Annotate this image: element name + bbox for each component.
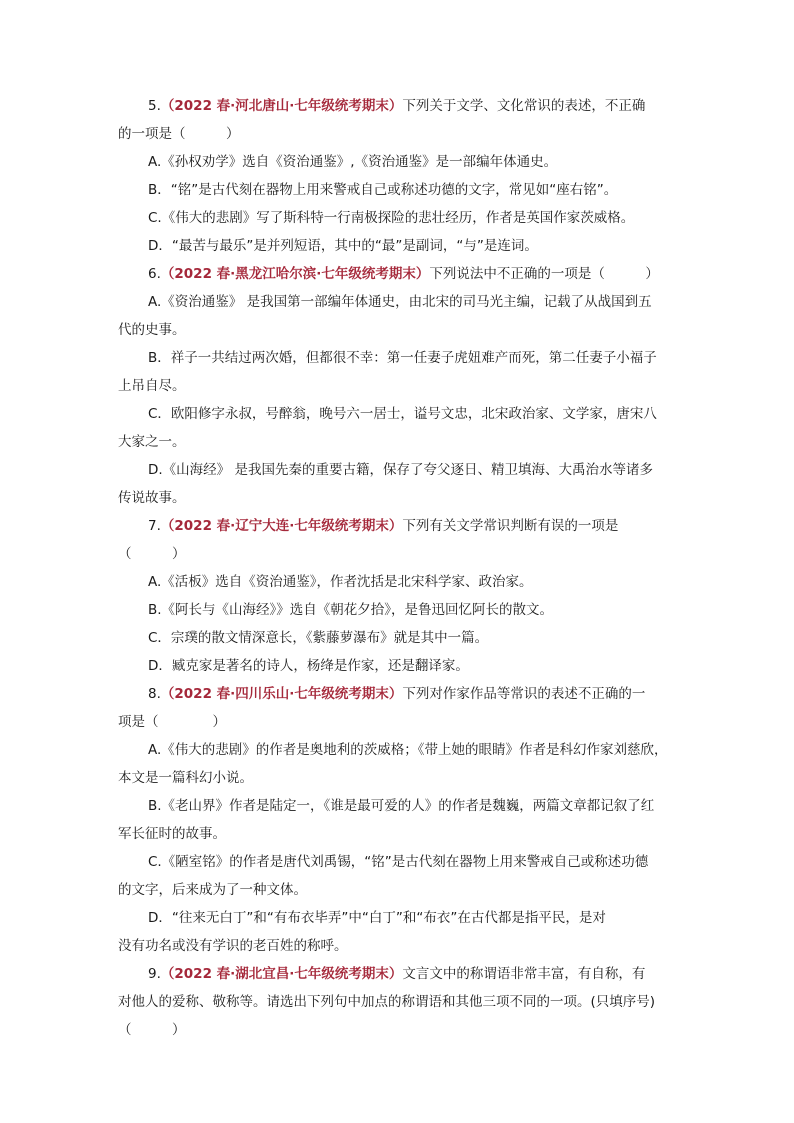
answer-option-line: 本文是一篇科幻小说。 xyxy=(118,770,253,786)
answer-option xyxy=(118,568,678,596)
question-number: 6. xyxy=(148,266,161,282)
question-stem-text: 下列有关文学常识判断有误的一项是 xyxy=(402,518,619,534)
question-source: （2022 春·河北唐山·七年级统考期末） xyxy=(160,98,403,114)
question-stem-line xyxy=(118,1016,678,1044)
question-stem-line xyxy=(118,960,678,988)
question-stem-text: 对他人的爱称、敬称等。请选出下列句中加点的称谓语和其他三项不同的一项。(只填序号) xyxy=(118,994,656,1010)
answer-option-line: C.《陋室铭》的作者是唐代刘禹锡，“铭”是古代刻在器物上用来警戒自己或称述功德 xyxy=(148,854,649,870)
question-source: （2022 春·辽宁大连·七年级统考期末） xyxy=(160,518,403,534)
question-stem-line xyxy=(118,988,678,1016)
answer-option xyxy=(118,624,678,652)
question-stem-line xyxy=(118,540,678,568)
question-number: 8. xyxy=(148,686,161,702)
answer-option xyxy=(118,232,678,260)
question-9 xyxy=(118,960,678,1044)
answer-option xyxy=(118,792,678,848)
answer-option-line: 传说故事。 xyxy=(118,490,186,506)
answer-option-line: B．“铭”是古代刻在器物上用来警戒自己或称述功德的文字，常见如“座右铭”。 xyxy=(148,182,618,198)
answer-option-line: B.《阿长与《山海经》》选自《朝花夕拾》，是鲁迅回忆阿长的散文。 xyxy=(148,602,554,618)
answer-option-line: C.《伟大的悲剧》写了斯科特一行南极探险的悲壮经历，作者是英国作家茨威格。 xyxy=(148,210,635,226)
question-number: 7. xyxy=(148,518,161,534)
answer-option xyxy=(118,904,678,960)
answer-option-line: A.《资治通鉴》 是我国第一部编年体通史，由北宋的司马光主编，记载了从战国到五 xyxy=(148,294,652,310)
answer-option-line: D．“最苦与最乐”是并列短语，其中的“最”是副词，“与”是连词。 xyxy=(148,238,538,254)
answer-option-line: A.《孙权劝学》选自《资治通鉴》,《资治通鉴》是一部编年体通史。 xyxy=(148,154,558,170)
answer-option xyxy=(118,596,678,624)
question-stem-line xyxy=(118,120,678,148)
answer-option-line: C．宗璞的散文情深意长，《紫藤萝瀑布》就是其中一篇。 xyxy=(148,630,489,646)
question-stem-text: 项是（ ） xyxy=(118,714,226,730)
answer-option xyxy=(118,148,678,176)
question-stem-text: 下列对作家作品等常识的表述不正确的一 xyxy=(402,686,646,702)
answer-option-line: D.《山海经》 是我国先秦的重要古籍，保存了夸父逐日、精卫填海、大禹治水等诸多 xyxy=(148,462,653,478)
question-number: 9. xyxy=(148,966,161,982)
answer-option xyxy=(118,400,678,456)
question-stem-line xyxy=(118,512,678,540)
answer-option-line: A.《活板》选自《资治通鉴》，作者沈括是北宋科学家、政治家。 xyxy=(148,574,533,590)
question-stem-text: 的一项是（ ） xyxy=(118,126,240,142)
answer-option-line: 大家之一。 xyxy=(118,434,186,450)
question-stem-line xyxy=(118,92,678,120)
answer-option-line: 代的史事。 xyxy=(118,322,186,338)
answer-option xyxy=(118,344,678,400)
answer-option-line: 没有功名或没有学识的老百姓的称呼。 xyxy=(118,938,348,954)
answer-option-line: 军长征时的故事。 xyxy=(118,826,226,842)
answer-option-line: C．欧阳修字永叔，号醉翁，晚号六一居士，谥号文忠，北宋政治家、文学家，唐宋八 xyxy=(148,406,657,422)
question-source: （2022 春·湖北宜昌·七年级统考期末） xyxy=(160,966,403,982)
question-stem-line xyxy=(118,260,678,288)
answer-option-line: B.《老山界》作者是陆定一，《谁是最可爱的人》的作者是魏巍，两篇文章都记叙了红 xyxy=(148,798,655,814)
question-source: （2022 春·黑龙江哈尔滨·七年级统考期末） xyxy=(160,266,430,282)
question-8 xyxy=(118,680,678,960)
answer-option xyxy=(118,736,678,792)
question-stem-line xyxy=(118,680,678,708)
answer-option xyxy=(118,848,678,904)
answer-option-line: B．祥子一共结过两次婚，但都很不幸：第一任妻子虎妞难产而死，第二任妻子小福子 xyxy=(148,350,657,366)
question-stem-text: （ ） xyxy=(118,1022,186,1038)
answer-option xyxy=(118,652,678,680)
question-stem-line xyxy=(118,708,678,736)
answer-option xyxy=(118,456,678,512)
question-stem-text: 下列说法中不正确的一项是（ ） xyxy=(429,266,659,282)
answer-option xyxy=(118,288,678,344)
question-6 xyxy=(118,260,678,512)
answer-option-line: D．臧克家是著名的诗人，杨绛是作家，还是翻译家。 xyxy=(148,658,469,674)
question-number: 5. xyxy=(148,98,161,114)
question-stem-text: （ ） xyxy=(118,546,186,562)
question-source: （2022 春·四川乐山·七年级统考期末） xyxy=(160,686,403,702)
answer-option-line: A.《伟大的悲剧》的作者是奥地利的茨威格；《带上她的眼睛》作者是科幻作家刘慈欣， xyxy=(148,742,668,758)
question-list xyxy=(118,92,678,1044)
answer-option-line: D．“往来无白丁”和“有布衣毕弄”中“白丁”和“布衣”在古代都是指平民，是对 xyxy=(148,910,606,926)
answer-option-line: 上吊自尽。 xyxy=(118,378,186,394)
question-7 xyxy=(118,512,678,680)
answer-option-line: 的文字，后来成为了一种文体。 xyxy=(118,882,307,898)
question-5 xyxy=(118,92,678,260)
answer-option xyxy=(118,204,678,232)
question-stem-text: 下列关于文学、文化常识的表述，不正确 xyxy=(402,98,646,114)
answer-option xyxy=(118,176,678,204)
question-stem-text: 文言文中的称谓语非常丰富，有自称，有 xyxy=(402,966,646,982)
